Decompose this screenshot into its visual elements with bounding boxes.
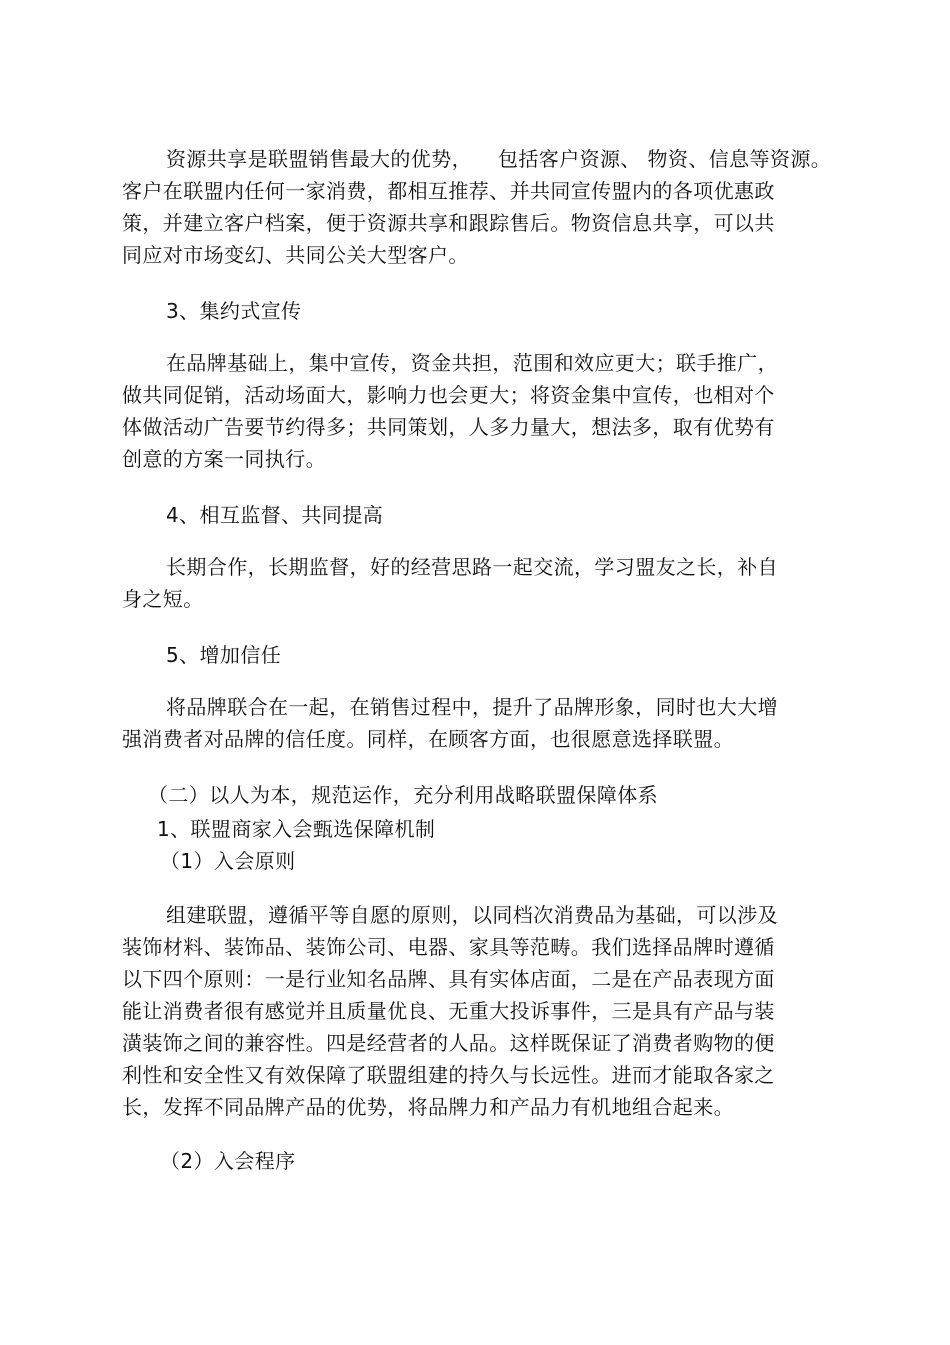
text-line: 资源共享是联盟销售最大的优势， xyxy=(166,147,472,171)
text-line: 长期合作，长期监督，好的经营思路一起交流，学习盟友之长，补自 xyxy=(166,555,778,579)
heading-5: 5、增加信任 xyxy=(166,643,282,667)
text-line: 组建联盟，遵循平等自愿的原则，以同档次消费品为基础，可以涉及 xyxy=(166,903,778,927)
subsection-heading-1-1: （1）入会原则 xyxy=(160,849,296,873)
text-line: 长，发挥不同品牌产品的优势，将品牌力和产品力有机地组合起来。 xyxy=(122,1095,734,1119)
text-line: 客户在联盟内任何一家消费，都相互推荐、并共同宣传盟内的各项优惠政 xyxy=(122,179,775,203)
text-line: 在品牌基础上，集中宣传，资金共担，范围和效应更大；联手推广， xyxy=(166,351,778,375)
text-line: 包括客户资源、 物资、信息等资源。 xyxy=(498,147,832,171)
text-line: 创意的方案一同执行。 xyxy=(122,447,326,471)
text-line: 利性和安全性又有效保障了联盟组建的持久与长远性。进而才能取各家之 xyxy=(122,1063,775,1087)
text-line: 体做活动广告要节约得多；共同策划，人多力量大，想法多，取有优势有 xyxy=(122,415,775,439)
text-line: 装饰材料、装饰品、装饰公司、电器、家具等范畴。我们选择品牌时遵循 xyxy=(122,935,775,959)
heading-4: 4、相互监督、共同提高 xyxy=(166,503,384,527)
text-line: 策，并建立客户档案，便于资源共享和跟踪售后。物资信息共享，可以共 xyxy=(122,211,775,235)
subsection-heading-1-2: （2）入会程序 xyxy=(160,1149,296,1173)
text-line: 能让消费者很有感觉并且质量优良、无重大投诉事件，三是具有产品与装 xyxy=(122,999,775,1023)
text-line: 做共同促销，活动场面大，影响力也会更大；将资金集中宣传，也相对个 xyxy=(122,383,775,407)
text-line: 身之短。 xyxy=(122,587,204,611)
text-line: 潢装饰之间的兼容性。四是经营者的人品。这样既保证了消费者购物的便 xyxy=(122,1031,775,1055)
heading-3: 3、集约式宣传 xyxy=(166,299,302,323)
section-heading-2: （二）以人为本，规范运作，充分利用战略联盟保障体系 xyxy=(148,783,658,807)
text-line: 以下四个原则：一是行业知名品牌、具有实体店面，二是在产品表现方面 xyxy=(122,967,775,991)
text-line: 同应对市场变幻、共同公关大型客户。 xyxy=(122,243,469,267)
subsection-heading-1: 1、联盟商家入会甄选保障机制 xyxy=(157,817,436,841)
text-line: 将品牌联合在一起，在销售过程中，提升了品牌形象，同时也大大增 xyxy=(166,695,778,719)
text-line: 强消费者对品牌的信任度。同样，在顾客方面，也很愿意选择联盟。 xyxy=(122,727,734,751)
